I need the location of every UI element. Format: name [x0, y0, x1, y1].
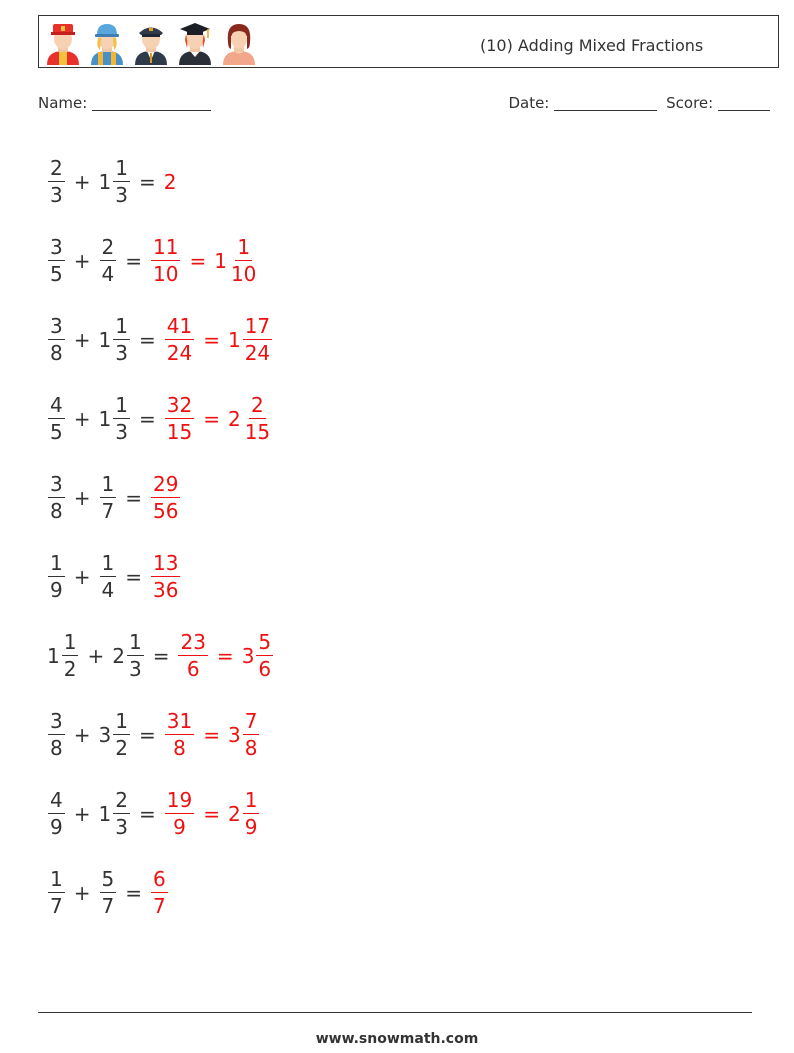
answer-improper: [150, 474, 181, 521]
addend-1-fraction: [48, 711, 65, 758]
addend-1-fraction: [48, 474, 65, 521]
answer-improper-denominator: 9: [173, 815, 186, 839]
addend-1-fraction: [48, 316, 65, 363]
answer-mixed: [228, 790, 260, 837]
score-field: [666, 94, 770, 112]
addend-1: [47, 632, 79, 679]
addend-2-denominator: 2: [115, 736, 128, 760]
answer-mixed-fraction: [229, 237, 258, 284]
answer-mixed-denominator: 6: [258, 657, 272, 681]
problem-row: [47, 695, 274, 774]
problem-row: [47, 142, 274, 221]
addend-2-numerator: 1: [101, 472, 115, 496]
answer-mixed-denominator: 15: [244, 420, 271, 444]
answer-improper-fraction: [165, 316, 194, 363]
addend-1-fraction: [48, 237, 65, 284]
addend-1-numerator: 3: [50, 472, 63, 496]
plus-sign: +: [73, 327, 91, 352]
answer-improper: [164, 316, 195, 363]
equals-sign: =: [125, 880, 142, 905]
answer-mixed-numerator: 1: [244, 788, 258, 812]
answer-mixed: [228, 395, 273, 442]
answer-equals-sign: =: [203, 327, 220, 352]
addend-2-numerator: 2: [101, 235, 115, 259]
name-blank[interactable]: [92, 95, 211, 111]
addend-1: [47, 869, 66, 916]
name-label: Name:: [38, 94, 88, 112]
addend-1-fraction: [48, 869, 65, 916]
addend-2: [99, 395, 131, 442]
addend-1-numerator: 3: [50, 314, 63, 338]
problem-row: [47, 458, 274, 537]
answer-improper-denominator: 24: [166, 341, 193, 365]
answer-improper-fraction: [178, 632, 207, 679]
plus-sign: +: [73, 564, 91, 589]
problem-list: [47, 142, 274, 932]
addend-1-denominator: 5: [50, 262, 63, 286]
answer-mixed-whole: 3: [241, 643, 255, 668]
problem-row: [47, 616, 274, 695]
answer-mixed-numerator: 17: [244, 314, 271, 338]
addend-2-fraction: [113, 316, 130, 363]
answer-improper-denominator: 15: [166, 420, 193, 444]
answer-mixed-numerator: 5: [258, 630, 272, 654]
addend-2-denominator: 3: [115, 341, 128, 365]
addend-2-fraction: [113, 395, 130, 442]
answer-equals-sign: =: [203, 801, 220, 826]
addend-2-numerator: 1: [101, 551, 115, 575]
answer-improper-numerator: 11: [153, 235, 179, 259]
addend-1-numerator: 1: [50, 867, 63, 891]
addend-2: [99, 474, 118, 521]
addend-1-denominator: 3: [50, 183, 63, 207]
answer-improper-denominator: 7: [153, 894, 166, 918]
answer-improper: [177, 632, 208, 679]
addend-2: [99, 158, 131, 205]
graduate-avatar-icon: [176, 20, 214, 65]
answer-mixed-numerator: 2: [251, 393, 264, 417]
answer: [164, 316, 273, 363]
answer: [150, 869, 169, 916]
addend-1-fraction: [62, 632, 79, 679]
addend-1: [47, 237, 66, 284]
problem-row: [47, 537, 274, 616]
firefighter-avatar-icon: [44, 20, 82, 65]
equals-sign: =: [138, 406, 156, 431]
answer-improper: [164, 711, 195, 758]
addend-1-numerator: 3: [50, 709, 63, 733]
answer-improper-fraction: [151, 553, 180, 600]
answer-equals-sign: =: [203, 722, 220, 747]
answer: [150, 474, 181, 521]
addend-2-whole: 1: [98, 801, 112, 826]
addend-2: [112, 632, 144, 679]
addend-1-denominator: 9: [50, 815, 63, 839]
answer-improper-numerator: 32: [166, 393, 193, 417]
answer-mixed-whole: 2: [227, 801, 241, 826]
plus-sign: +: [73, 880, 91, 905]
addend-2: [99, 316, 131, 363]
answer-improper-denominator: 10: [153, 262, 179, 286]
addend-2: [99, 553, 118, 600]
date-field: [508, 94, 657, 112]
addend-2-denominator: 3: [128, 657, 142, 681]
addend-2-whole: 1: [98, 406, 112, 431]
answer: [150, 237, 259, 284]
plus-sign: +: [73, 801, 91, 826]
addend-2-numerator: 1: [115, 314, 128, 338]
plus-sign: +: [73, 169, 91, 194]
addend-1: [47, 711, 66, 758]
answer-equals-sign: =: [203, 406, 220, 431]
addend-2-fraction: [127, 632, 144, 679]
equals-sign: =: [125, 485, 142, 510]
addend-1: [47, 316, 66, 363]
answer-mixed: [242, 632, 274, 679]
addend-2-fraction: [100, 237, 117, 284]
answer: [150, 553, 181, 600]
addend-2: [99, 869, 118, 916]
addend-2-numerator: 5: [101, 867, 115, 891]
equals-sign: =: [152, 643, 170, 668]
answer-equals-sign: =: [189, 248, 207, 273]
addend-2: [99, 790, 131, 837]
answer-mixed-numerator: 7: [244, 709, 258, 733]
addend-2-whole: 2: [112, 643, 125, 668]
answer-mixed-whole: 2: [163, 169, 177, 194]
answer: [177, 632, 274, 679]
answer: [164, 395, 273, 442]
addend-2-denominator: 4: [101, 262, 115, 286]
addend-1-denominator: 5: [50, 420, 63, 444]
answer: [164, 170, 178, 194]
equals-sign: =: [125, 248, 142, 273]
answer-improper: [150, 553, 181, 600]
answer-improper-denominator: 6: [186, 657, 200, 681]
addend-2-fraction: [113, 158, 130, 205]
addend-2-numerator: 1: [115, 709, 128, 733]
addend-1-fraction: [48, 158, 65, 205]
answer-mixed: [228, 316, 273, 363]
equals-sign: =: [138, 722, 156, 747]
answer-improper-numerator: 13: [153, 551, 179, 575]
answer-improper-numerator: 19: [166, 788, 193, 812]
answer-improper-fraction: [151, 869, 168, 916]
addend-2-denominator: 3: [115, 815, 128, 839]
addend-1-numerator: 4: [50, 788, 63, 812]
addend-1-denominator: 8: [50, 341, 63, 365]
answer-mixed-fraction: [243, 395, 272, 442]
addend-2-whole: 1: [98, 327, 112, 352]
addend-2-numerator: 1: [115, 156, 128, 180]
footer-url: www.snowmath.com: [315, 1031, 479, 1047]
header-box: [38, 15, 779, 68]
addend-2-numerator: 2: [115, 788, 128, 812]
worksheet-title: (10) Adding Mixed Fractions: [480, 36, 704, 55]
answer-improper-numerator: 6: [153, 867, 166, 891]
score-blank[interactable]: [718, 95, 770, 111]
addend-1: [47, 553, 66, 600]
date-label: Date:: [508, 94, 550, 112]
problem-row: [47, 379, 274, 458]
answer-mixed-denominator: 8: [244, 736, 258, 760]
equals-sign: =: [138, 801, 156, 826]
answer-improper-denominator: 36: [153, 578, 179, 602]
answer: [164, 790, 261, 837]
addend-1-denominator: 7: [50, 894, 63, 918]
answer-mixed: [214, 237, 259, 284]
answer-mixed-numerator: 1: [237, 235, 251, 259]
name-field: [38, 94, 211, 112]
addend-1: [47, 474, 66, 521]
plus-sign: +: [73, 406, 91, 431]
answer-improper-numerator: 41: [166, 314, 193, 338]
avatar-strip: [44, 20, 258, 65]
addend-1: [47, 158, 66, 205]
answer-improper-fraction: [151, 474, 180, 521]
addend-2-denominator: 3: [115, 183, 128, 207]
addend-1-denominator: 9: [50, 578, 63, 602]
addend-2-numerator: 1: [115, 393, 128, 417]
addend-2-fraction: [100, 553, 117, 600]
answer-improper-numerator: 29: [153, 472, 179, 496]
answer-improper: [150, 237, 181, 284]
addend-2-numerator: 1: [128, 630, 142, 654]
addend-1-fraction: [48, 790, 65, 837]
addend-1-numerator: 3: [50, 235, 63, 259]
plus-sign: +: [73, 248, 91, 273]
addend-2-fraction: [113, 790, 130, 837]
addend-1-numerator: 2: [50, 156, 63, 180]
answer-improper: [164, 395, 195, 442]
addend-1-numerator: 4: [50, 393, 63, 417]
answer-mixed-denominator: 9: [244, 815, 258, 839]
problem-row: [47, 774, 274, 853]
addend-1: [47, 790, 66, 837]
addend-1-fraction: [48, 395, 65, 442]
answer: [164, 711, 261, 758]
addend-1: [47, 395, 66, 442]
addend-1-denominator: 2: [63, 657, 77, 681]
addend-1-fraction: [48, 553, 65, 600]
addend-2-fraction: [100, 474, 117, 521]
plus-sign: +: [87, 643, 105, 668]
problem-row: [47, 221, 274, 300]
problem-row: [47, 300, 274, 379]
date-score-fields: [508, 94, 770, 112]
answer-improper-numerator: 23: [180, 630, 206, 654]
answer-improper: [164, 790, 195, 837]
answer-mixed: [164, 170, 178, 194]
addend-2-denominator: 3: [115, 420, 128, 444]
score-label: Score:: [666, 94, 714, 112]
addend-2-fraction: [100, 869, 117, 916]
addend-2: [99, 237, 118, 284]
addend-1-denominator: 8: [50, 736, 63, 760]
answer-mixed-denominator: 24: [244, 341, 271, 365]
date-blank[interactable]: [554, 95, 657, 111]
answer-mixed-fraction: [243, 790, 260, 837]
woman-avatar-icon: [220, 20, 258, 65]
answer-mixed-denominator: 10: [230, 262, 257, 286]
addend-1-numerator: 1: [63, 630, 77, 654]
addend-2-denominator: 4: [101, 578, 115, 602]
answer-improper-numerator: 31: [166, 709, 193, 733]
answer-mixed-whole: 1: [227, 327, 241, 352]
answer-mixed-whole: 3: [227, 722, 241, 747]
worker-avatar-icon: [88, 20, 126, 65]
pilot-avatar-icon: [132, 20, 170, 65]
answer-improper-fraction: [165, 790, 194, 837]
addend-1-denominator: 8: [50, 499, 63, 523]
addend-1-whole: 1: [47, 643, 60, 668]
plus-sign: +: [73, 485, 91, 510]
answer-improper-fraction: [165, 395, 194, 442]
answer-mixed-fraction: [256, 632, 273, 679]
problem-row: [47, 853, 274, 932]
equals-sign: =: [138, 327, 156, 352]
footer-divider: [38, 1012, 752, 1013]
answer-improper-fraction: [165, 711, 194, 758]
answer-mixed-whole: 2: [227, 406, 241, 431]
equals-sign: =: [138, 169, 156, 194]
answer-improper: [150, 869, 169, 916]
plus-sign: +: [73, 722, 91, 747]
addend-2: [99, 711, 131, 758]
answer-mixed-fraction: [243, 316, 272, 363]
addend-2-denominator: 7: [101, 499, 115, 523]
answer-mixed-whole: 1: [214, 248, 227, 273]
answer-mixed-fraction: [243, 711, 260, 758]
answer-improper-denominator: 8: [173, 736, 186, 760]
addend-2-whole: 3: [98, 722, 112, 747]
addend-2-denominator: 7: [101, 894, 115, 918]
addend-2-whole: 1: [98, 169, 112, 194]
equals-sign: =: [125, 564, 142, 589]
answer-mixed: [228, 711, 260, 758]
answer-improper-fraction: [151, 237, 180, 284]
answer-improper-denominator: 56: [153, 499, 179, 523]
addend-2-fraction: [113, 711, 130, 758]
answer-equals-sign: =: [216, 643, 234, 668]
addend-1-numerator: 1: [50, 551, 63, 575]
